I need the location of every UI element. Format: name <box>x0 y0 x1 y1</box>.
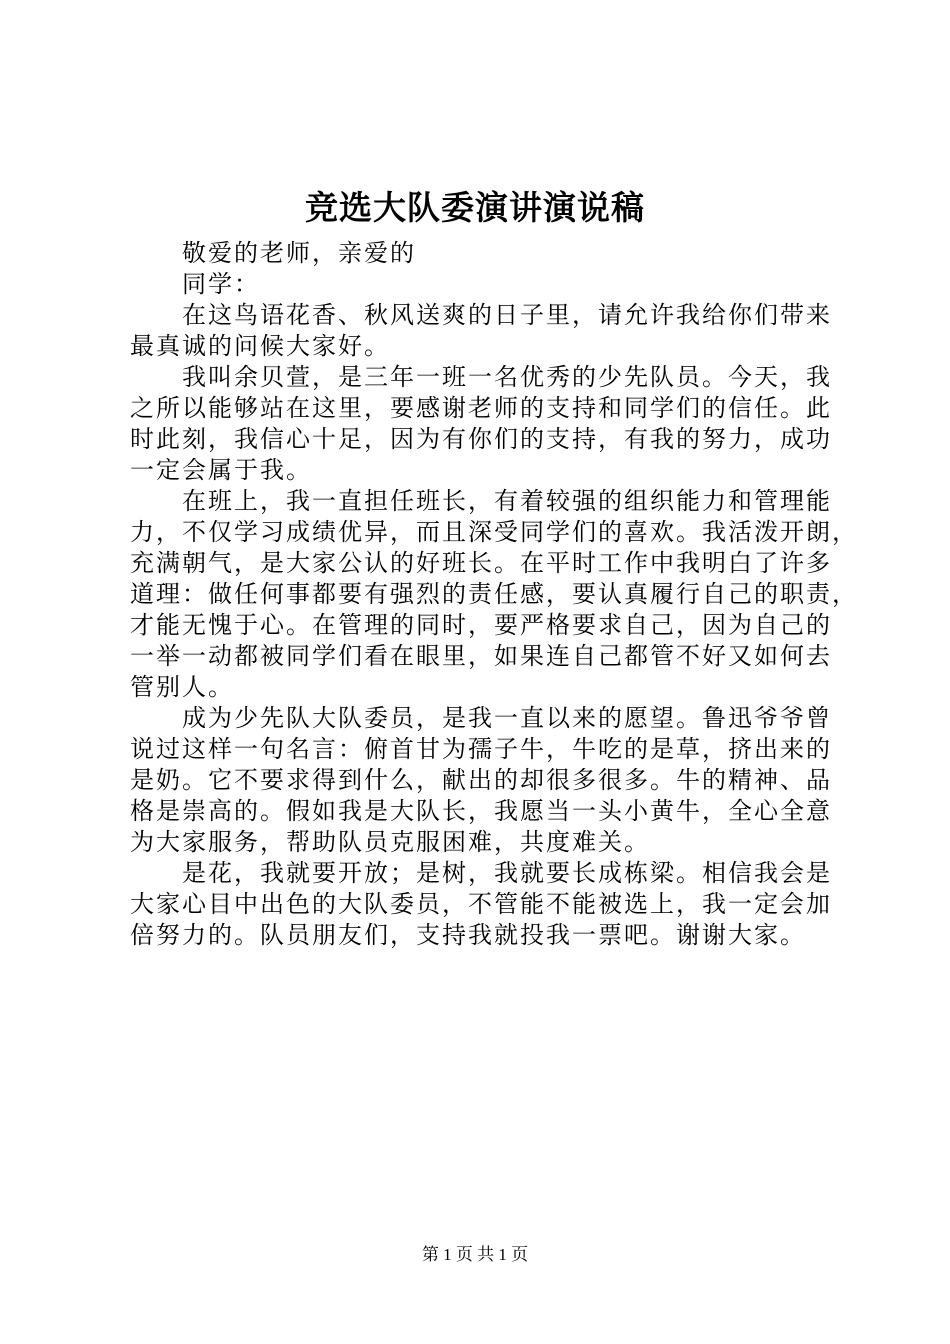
paragraph-line: 最真诚的问候大家好。 <box>130 332 390 360</box>
paragraph-line: 道理：做任何事都要有强烈的责任感，要认真履行自己的职责， <box>130 580 858 608</box>
paragraph-line: 管别人。 <box>130 673 234 701</box>
paragraph-line: 倍努力的。队员朋友们，支持我就投我一票吧。谢谢大家。 <box>130 921 806 949</box>
paragraph-line: 之所以能够站在这里，要感谢老师的支持和同学们的信任。此 <box>130 394 832 422</box>
page-footer: 第 1 页 共 1 页 <box>421 1245 529 1264</box>
paragraph-line: 大家心目中出色的大队委员，不管能不能被选上，我一定会加 <box>130 890 832 918</box>
paragraph-line: 力，不仅学习成绩优异，而且深受同学们的喜欢。我活泼开朗， <box>130 518 858 546</box>
paragraph-line: 格是崇高的。假如我是大队长，我愿当一头小黄牛，全心全意 <box>130 797 832 825</box>
paragraph-line: 在班上，我一直担任班长，有着较强的组织能力和管理能 <box>182 487 832 515</box>
paragraph-line: 说过这样一句名言：俯首甘为孺子牛，牛吃的是草，挤出来的 <box>130 735 832 763</box>
salutation-line: 敬爱的老师，亲爱的 <box>182 239 416 267</box>
paragraph-line: 充满朝气，是大家公认的好班长。在平时工作中我明白了许多 <box>130 549 832 577</box>
salutation-line: 同学： <box>182 270 260 298</box>
paragraph-line: 成为少先队大队委员，是我一直以来的愿望。鲁迅爷爷曾 <box>182 704 832 732</box>
document-title: 竞选大队委演讲演说稿 <box>305 188 645 227</box>
paragraph-line: 时此刻，我信心十足，因为有你们的支持，有我的努力，成功 <box>130 425 832 453</box>
paragraph-line: 是花，我就要开放；是树，我就要长成栋梁。相信我会是 <box>182 859 832 887</box>
paragraph-line: 我叫余贝萱，是三年一班一名优秀的少先队员。今天，我 <box>182 363 832 391</box>
paragraph-line: 一举一动都被同学们看在眼里，如果连自己都管不好又如何去 <box>130 642 832 670</box>
paragraph-line: 在这鸟语花香、秋风送爽的日子里，请允许我给你们带来 <box>182 301 832 329</box>
paragraph-line: 才能无愧于心。在管理的同时，要严格要求自己，因为自己的 <box>130 611 832 639</box>
paragraph-line: 是奶。它不要求得到什么，献出的却很多很多。牛的精神、品 <box>130 766 832 794</box>
paragraph-line: 为大家服务，帮助队员克服困难，共度难关。 <box>130 828 650 856</box>
paragraph-line: 一定会属于我。 <box>130 456 312 484</box>
document-body <box>130 238 858 951</box>
